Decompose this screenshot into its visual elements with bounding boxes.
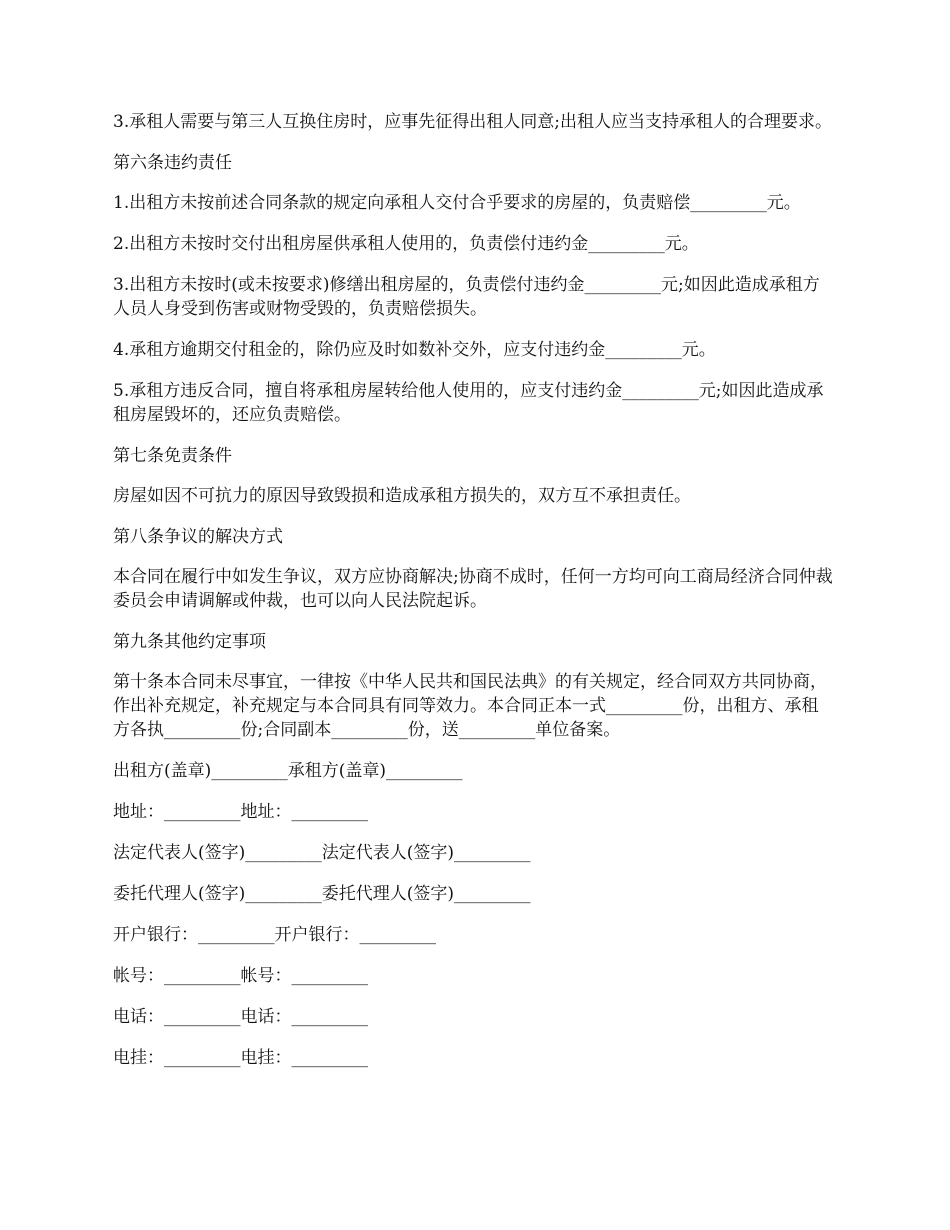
heading-article-6: 第六条违约责任: [113, 153, 232, 173]
signature-bank-line: 开户银行：_________开户银行：_________: [113, 925, 436, 945]
clause-6-item-4: 4.承租方逾期交付租金的，除仍应及时如数补交外，应支付违约金_________元。: [113, 340, 716, 360]
clause-7-text: 房屋如因不可抗力的原因导致毁损和造成承租方损失的，双方互不承担责任。: [113, 486, 691, 506]
clause-8-text: 本合同在履行中如发生争议，双方应协商解决;协商不成时，任何一方均可向工商局经济合同仲裁委员会申请调解或仲裁，也可以向人民法院起诉。: [113, 567, 833, 611]
clause-5-item-3: 3.承租人需要与第三人互换住房时，应事先征得出租人同意;出租人应当支持承租人的合理要求。: [113, 112, 832, 132]
signature-agent-line: 委托代理人(签字)_________委托代理人(签字)_________: [113, 884, 531, 904]
signature-address-line: 地址：_________地址：_________: [113, 802, 368, 822]
heading-article-7: 第七条免责条件: [113, 446, 232, 466]
signature-telegraph-line: 电挂：_________电挂：_________: [113, 1048, 368, 1068]
heading-article-8: 第八条争议的解决方式: [113, 527, 283, 547]
clause-6-item-5: 5.承租方违反合同，擅自将承租房屋转给他人使用的，应支付违约金_________元;如因此造成承租房屋毁坏的，还应负责赔偿。: [113, 381, 824, 425]
heading-article-9: 第九条其他约定事项: [113, 632, 266, 652]
signature-seal-line: 出租方(盖章)_________承租方(盖章)_________: [113, 761, 463, 781]
clause-10-text: 第十条本合同未尽事宜，一律按《中华人民共和国民法典》的有关规定，经合同双方共同协商，作出补充规定，补充规定与本合同具有同等效力。本合同正本一式_________份，出租方、承租方各执_________份;合同副本_________份，送_________单位备案。: [113, 672, 827, 740]
clause-6-item-3: 3.出租方未按时(或未按要求)修缮出租房屋的，负责偿付违约金_________元;如因此造成承租方人员人身受到伤害或财物受毁的，负责赔偿损失。: [113, 275, 820, 319]
clause-6-item-1: 1.出租方未按前述合同条款的规定向承租人交付合乎要求的房屋的，负责赔偿_________元。: [113, 193, 801, 213]
signature-phone-line: 电话：_________电话：_________: [113, 1007, 368, 1027]
document-page: [113, 110, 835, 1087]
signature-account-line: 帐号：_________帐号：_________: [113, 966, 368, 986]
signature-legal-rep-line: 法定代表人(签字)_________法定代表人(签字)_________: [113, 843, 531, 863]
clause-6-item-2: 2.出租方未按时交付出租房屋供承租人使用的，负责偿付违约金_________元。: [113, 234, 699, 254]
